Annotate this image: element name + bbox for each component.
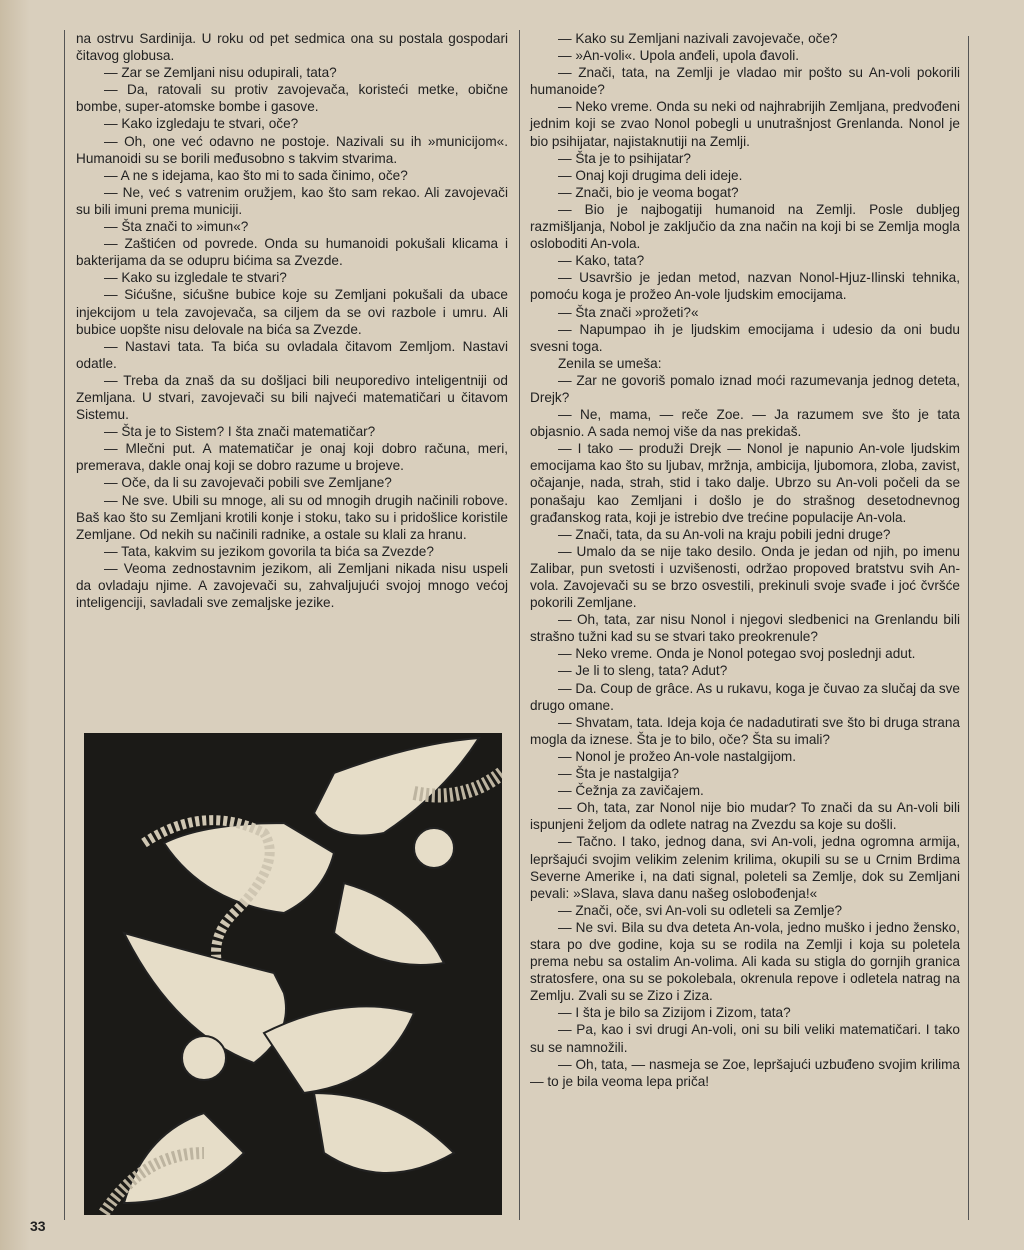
paragraph: — Tata, kakvim su jezikom govorila ta bića sa Zvezde? [104,543,434,559]
paragraph: — Šta je to Sistem? I šta znači matematičar? [104,424,376,440]
paragraph: — Nastavi tata. Ta bića su ovladala čitavom Zemljom. Nastavi odatle. [76,338,508,371]
left-text-column [76,30,508,611]
paragraph: — Ne sve. Ubili su mnoge, ali su od mnogih drugih načinili robove. Baš kao što su Zemljani krotili konje i stoku, tako su i pridošlice koristile Zemljane. Od nekih su načinili radnike, a ostale su klali za hranu. [76,492,508,542]
paragraph: — Da. Coup de grâce. As u rukavu, koga je čuvao za slučaj da sve drugo omane. [530,680,960,713]
paragraph: — Kako su izgledale te stvari? [104,270,287,286]
paragraph: — Kako izgledaju te stvari, oče? [104,116,299,132]
paragraph: — Neko vreme. Onda su neki od najhrabrijih Zemljana, predvođeni jednim koji se zvao Nonol pobegli u unutrašnjost Grenlanda. Nonol je bio psihijatar, najistaknutiji na Zemlji. [530,99,960,149]
paragraph: — I šta je bilo sa Zizijom i Zizom, tata? [558,1005,791,1021]
illustration-drawing [84,733,502,1215]
paragraph: — A ne s idejama, kao što mi to sada činimo, oče? [104,167,408,183]
paragraph: — Šta je to psihijatar? [558,150,691,166]
paragraph: — Treba da znaš da su došljaci bili neuporedivo inteligentniji od Zemljana. U stvari, zavojevači su bili najveći matematičari u čitavom Sistemu. [76,372,508,423]
paragraph: — Kako, tata? [558,253,645,269]
paragraph: — Oče, da li su zavojevači pobili sve Zemljane? [104,475,392,491]
paragraph: — Zaštićen od povrede. Onda su humanoidi pokušali klicama i bakterijama da se odupru bićima sa Zvezde. [76,236,508,269]
paragraph: — Shvatam, tata. Ideja koja će nadadutirati sve što bi druga strana mogla da iznese. Šta je to bilo, oče? Šta su imali? [530,714,960,747]
paragraph: — Nonol je prožeo An-vole nastalgijom. [558,748,797,764]
paragraph: — Veoma zednostavnim jezikom, ali Zemljani nikada nisu uspeli da ovladaju njime. A zavojevači su, zahvaljujući svojoj mnogo većoj inteligenciji, savladali sve zemaljske jezike. [76,560,508,611]
paragraph: — Šta je nastalgija? [558,766,679,782]
paragraph: — Ne, mama, — reče Zoe. — Ja razumem sve što je tata objasnio. A sada nemoj više da nas prekidaš. [530,407,960,440]
paragraph: — Čežnja za zavičajem. [558,783,704,799]
page-binding-edge [0,0,30,1250]
paragraph: Zenila se umeša: [558,355,662,371]
page-number: 33 [30,1218,46,1234]
paragraph: — Bio je najbogatiji humanoid na Zemlji. Posle dubljeg razmišljanja, Nobol je zaključio da zna način na koji bi se Zemlja mogla osloboditi An-vola. [530,201,960,252]
paragraph: — Ne, već s vatrenim oružjem, kao što sam rekao. Ali zavojevači su bili imuni prema municiji. [76,184,508,217]
paragraph: — Umalo da se nije tako desilo. Onda je jedan od njih, po imenu Zalibar, pun svetosti i uzvišenosti, održao propoved bratstvu svih An-vola. Zavojevači su se brzo osvestili, prekinuli svoje svađe i joć čvršće pokorili Zemljane. [530,543,960,611]
paragraph: — Znači, bio je veoma bogat? [558,184,739,200]
paragraph: — Znači, tata, na Zemlji je vladao mir pošto su An-voli pokorili humanoide? [530,65,960,98]
paragraph: — Mlečni put. A matematičar je onaj koji dobro računa, meri, premerava, dakle onaj koji se dobro razume u brojeve. [76,441,508,474]
paragraph: — Ne svi. Bila su dva deteta An-vola, jedno muško i jedno žensko, stara po dve godine, koja su se rodila na Zemlji i koja su poletela prema nebu sa ostalim An-volima. Ali kada su stigla do gornjih granica stratosfere, ona su se pokolebala, okrenula repove i odletela natrag na Zemlju. Zvali su se Zizo i Ziza. [530,919,960,1004]
paragraph: — Onaj koji drugima deli ideje. [558,167,743,183]
paragraph: — Znači, oče, svi An-voli su odleteli sa Zemlje? [558,902,843,918]
paragraph: — Sićušne, sićušne bubice koje su Zemljani pokušali da ubace injekcijom u tela zavojevača, sa ciljem da se ovi razbole i umru. Ali bubice uopšte nisu delovale na bića sa Zvezde. [76,287,508,337]
paragraph: — Pa, kao i svi drugi An-voli, oni su bili veliki matematičari. I tako su se namnožili. [530,1022,960,1055]
paragraph: — Je li to sleng, tata? Adut? [558,663,728,679]
paragraph: — Napumpao ih je ljudskim emocijama i udesio da oni budu svesni toga. [530,321,960,354]
paragraph: — Usavršio je jedan metod, nazvan Nonol-Hjuz-Ilinski tehnika, pomoću koga je prožeo An-vole ljudskim emocijama. [530,270,960,303]
paragraph: — Oh, tata, zar nisu Nonol i njegovi sledbenici na Grenlandu bili strašno tužni kad su se stvari tako preokrenule? [530,612,960,645]
paragraph: — Znači, tata, da su An-voli na kraju pobili jedni druge? [558,526,891,542]
paragraph: — Oh, tata, — nasmeja se Zoe, lepršajući uzbuđeno svojim krilima — to je bila veoma lepa priča! [530,1056,960,1089]
paragraph: — Šta znači »prožeti?« [558,304,699,320]
paragraph: — »An-voli«. Upola anđeli, upola đavoli. [558,48,800,64]
paragraph: — Zar ne govoriš pomalo iznad moći razumevanja jednog deteta, Drejk? [530,372,960,405]
right-text-column [530,30,960,1090]
column-rule-middle [519,30,520,1220]
paragraph: — Da, ratovali su protiv zavojevača, koristeći metke, obične bombe, super-atomske bombe i gasove. [76,82,508,115]
paragraph: — I tako — produži Drejk — Nonol je napunio An-vole ljudskim emocijama kao što su ljubav, mržnja, ambicija, ljubomora, zloba, zavist, očajanje, nada, strah, stid i tako dalje. Ubrzo su An-voli počeli da se ponašaju kao Zemljani i došlo je do strašnog desetodnevnog građanskog rata, koji je istrebio dve trećine populacije An-vola. [530,441,960,525]
paragraph: — Oh, one već odavno ne postoje. Nazivali su ih »municijom«. Humanoidi su se borili međusobno s takvim stvarima. [76,133,508,166]
paragraph: — Tačno. I tako, jednog dana, svi An-voli, jedna ogromna armija, lepršajući svojim velikim zelenim krilima, okupili su se u Crnim Brdima Severne Amerike i, na dati signal, poleteli sa Zemlje, dok su Zemljani pevali: »Slava, slava danu našeg oslobođenja!« [530,834,960,901]
paragraph: — Oh, tata, zar Nonol nije bio mudar? To znači da su An-voli bili ispunjeni željom da odlete natrag na Zvezdu sa koje su došli. [530,800,960,833]
paragraph: — Neko vreme. Onda je Nonol potegao svoj poslednji adut. [558,646,916,662]
paragraph: — Kako su Zemljani nazivali zavojevače, oče? [558,31,838,46]
illustration-winged-creatures [84,733,502,1215]
column-rule-left [64,30,65,1220]
paragraph: — Šta znači to »imun«? [104,219,249,235]
column-rule-right [968,36,969,1220]
paragraph: — Zar se Zemljani nisu odupirali, tata? [104,65,337,81]
paragraph: na ostrvu Sardinija. U roku od pet sedmica ona su postala gospodari čitavog globusa. [76,31,508,64]
